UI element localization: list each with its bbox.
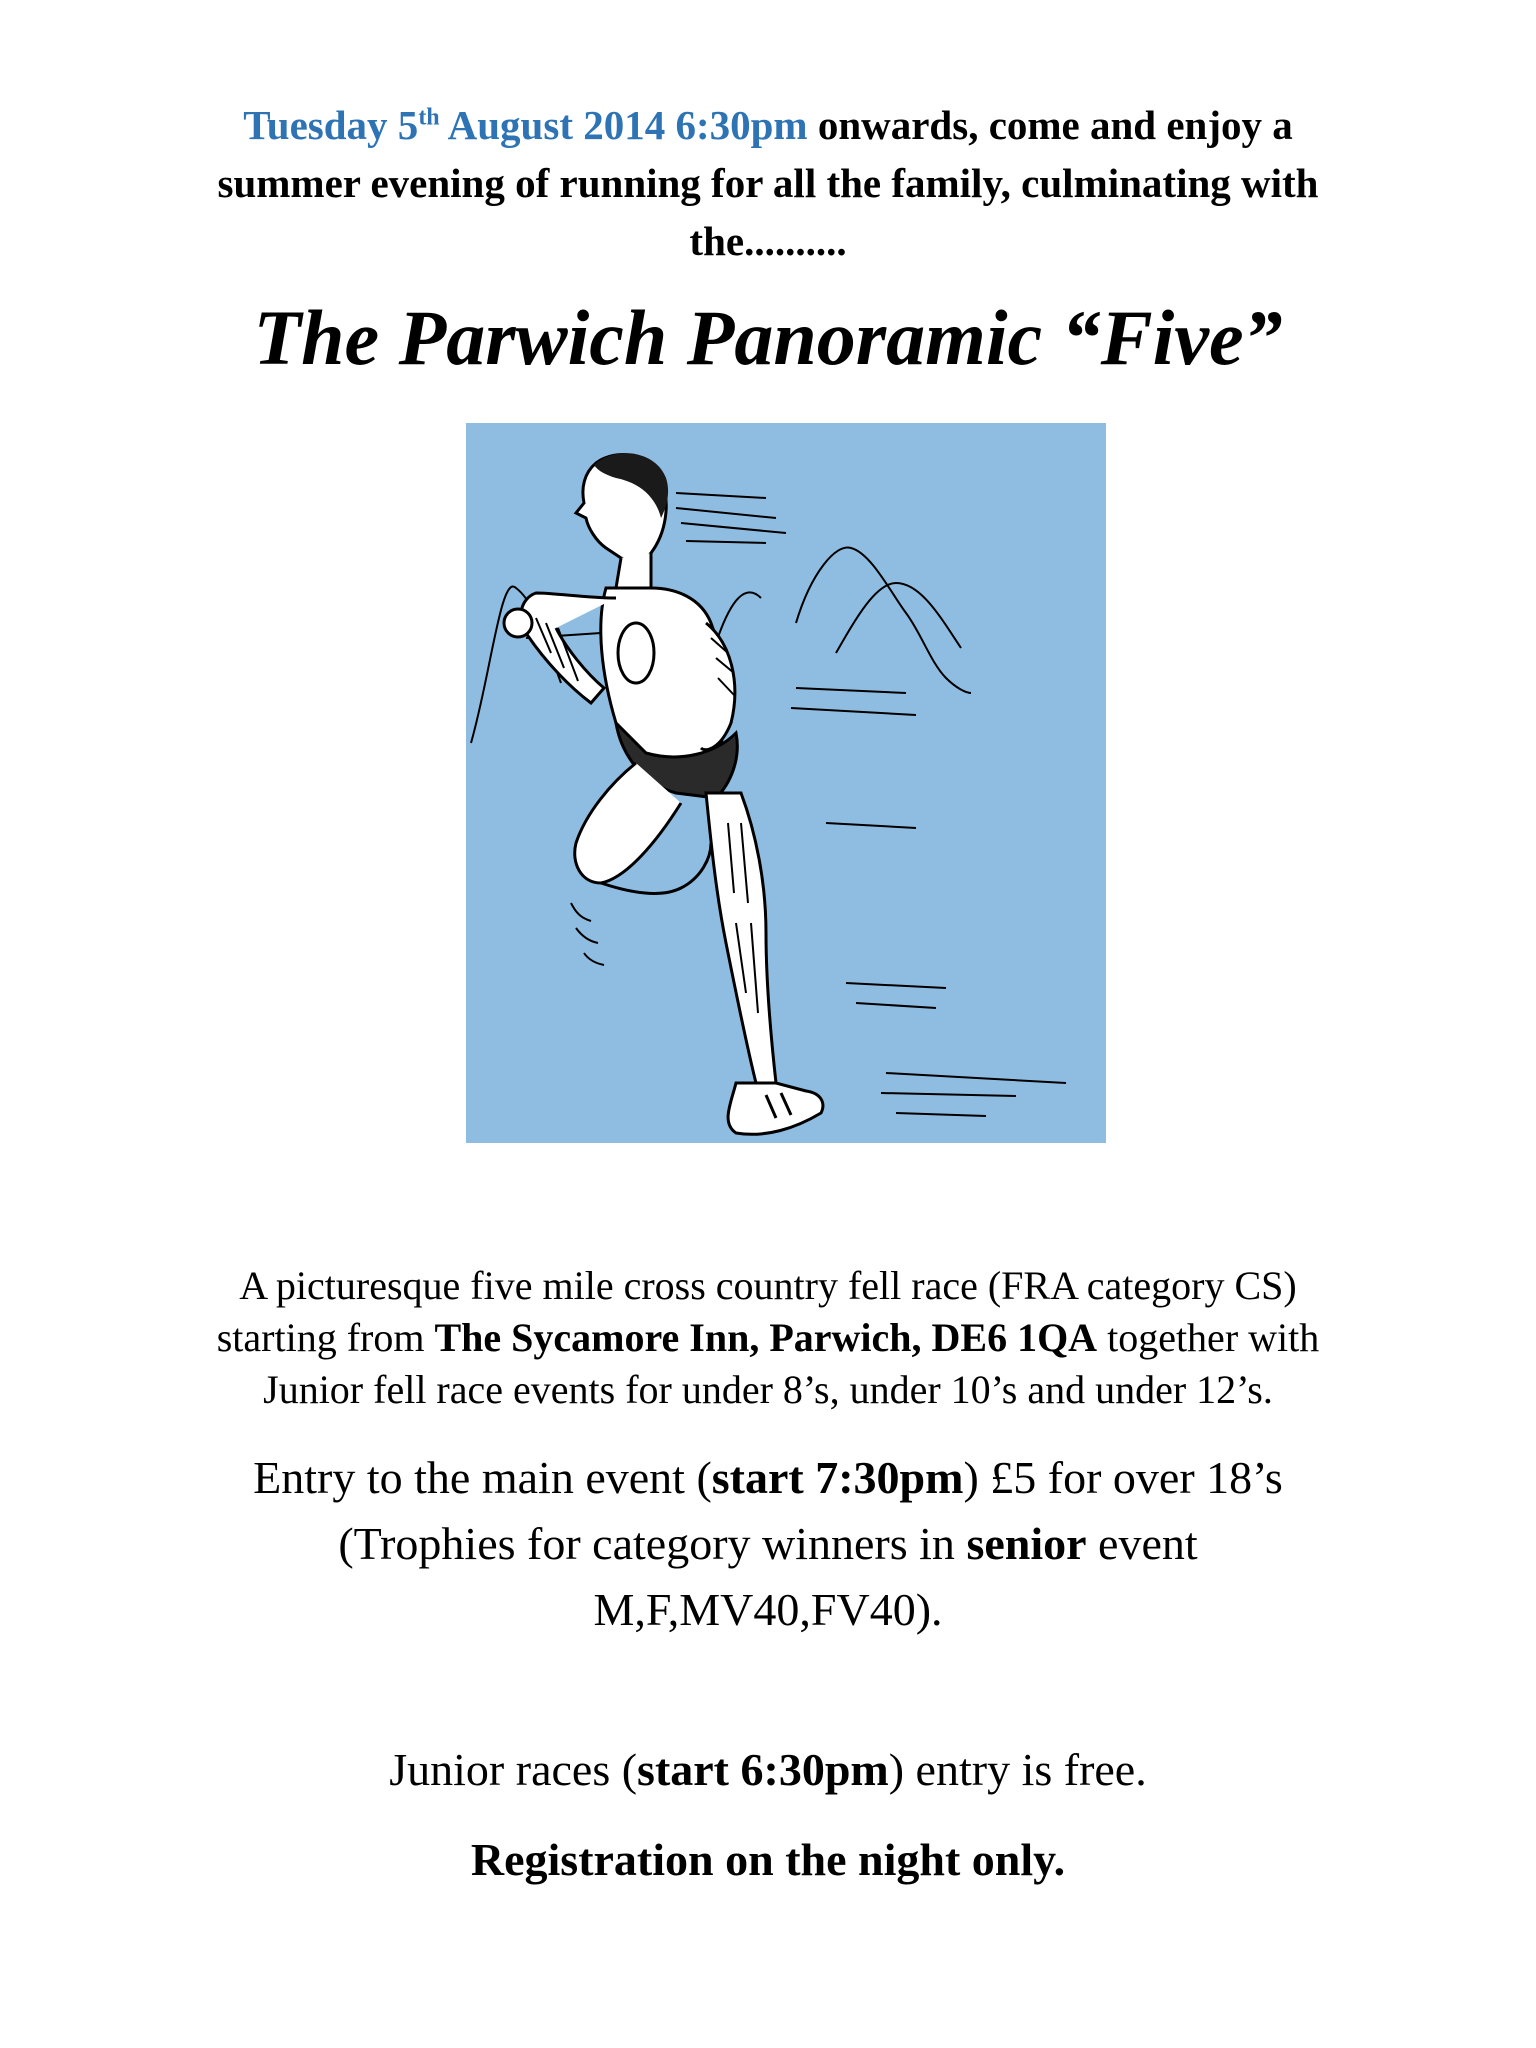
description-line1: A picturesque five mile cross country fell race (FRA category CS) [239,1263,1297,1308]
runner-illustration [466,423,1106,1143]
main-event-entry [100,1445,1436,1643]
junior-post: ) entry is free. [888,1744,1147,1795]
intro-line3: the.......... [689,218,847,264]
date-time-text: August 2014 6:30pm [439,102,808,148]
runner-icon [466,423,1106,1143]
intro-line1-rest: onwards, come and enjoy a [807,102,1293,148]
junior-start-time: start 6:30pm [637,1744,889,1795]
venue-address: The Sycamore Inn, Parwich, DE6 1QA [434,1315,1098,1360]
entry-post: ) £5 for over 18’s [963,1452,1283,1503]
registration-note: Registration on the night only. [470,1834,1066,1885]
trophies-post: event [1086,1518,1198,1569]
intro-paragraph [100,96,1436,270]
event-title: The Parwich Panoramic “Five” [253,294,1283,381]
trophies-senior: senior [966,1518,1087,1569]
date-ordinal-suffix: th [418,104,440,131]
junior-pre: Junior races ( [389,1744,638,1795]
description-line2-post: together with [1097,1315,1320,1360]
event-date-time [243,102,807,148]
entry-pre: Entry to the main event ( [253,1452,712,1503]
main-start-time: start 7:30pm [711,1452,964,1503]
trophies-pre: (Trophies for category winners in [338,1518,967,1569]
description-line2-pre: starting from [216,1315,435,1360]
date-text: Tuesday 5 [243,102,419,148]
description-line3: Junior fell race events for under 8’s, under 10’s and under 12’s. [263,1367,1273,1412]
race-description [100,1260,1436,1416]
junior-races [100,1740,1436,1800]
trophy-categories: M,F,MV40,FV40). [593,1584,943,1635]
intro-line2: summer evening of running for all the family, culminating with [217,160,1319,206]
